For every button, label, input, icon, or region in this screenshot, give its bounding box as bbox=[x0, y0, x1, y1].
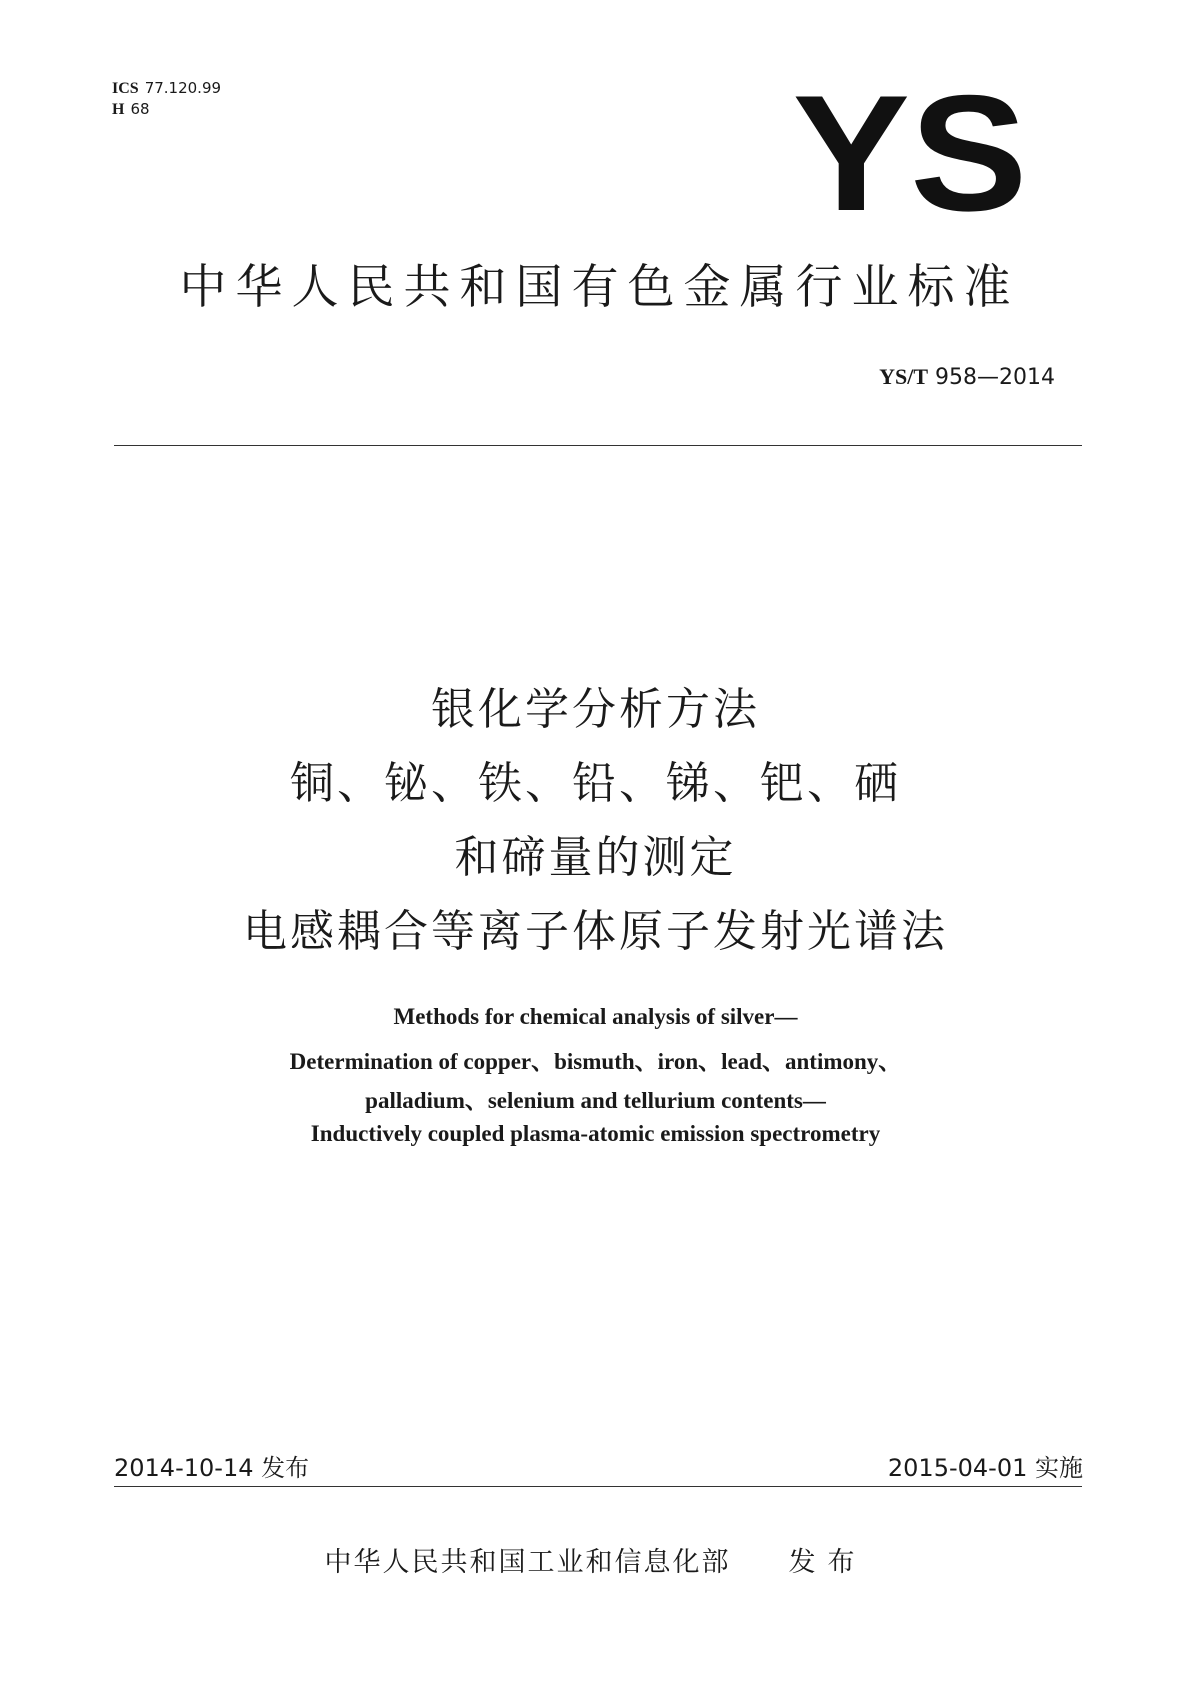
implementation-date: 2015-04-01 实施 bbox=[887, 1454, 1083, 1482]
publisher bbox=[0, 1540, 1191, 1579]
standard-number-prefix: YS/T bbox=[879, 364, 929, 389]
organization-title: 中华人民共和国有色金属行业标准 bbox=[179, 260, 1020, 315]
ics-code: 77.120.99 bbox=[144, 79, 222, 97]
ics-label: ICS bbox=[112, 80, 139, 97]
title-cn-line-4: 电感耦合等离子体原子发射光谱法 bbox=[243, 906, 948, 957]
publisher-name: 中华人民共和国工业和信息化部 bbox=[324, 1547, 731, 1578]
header-divider bbox=[114, 445, 1082, 446]
title-cn-line-3: 和碲量的测定 bbox=[454, 832, 737, 883]
ics-code-line bbox=[112, 78, 221, 99]
title-en-line-2: Determination of copper、bismuth、iron、lead、antimony、 bbox=[289, 1049, 902, 1074]
publisher-action: 发布 bbox=[788, 1547, 867, 1578]
title-cn-line-2: 铜、铋、铁、铅、锑、钯、硒 bbox=[290, 758, 901, 809]
ys-logo-text: YS bbox=[792, 82, 1028, 222]
standard-number-code: 958—2014 bbox=[935, 365, 1055, 390]
title-en-line-3: palladium、selenium and tellurium contents— bbox=[365, 1088, 826, 1113]
classification-code: 68 bbox=[130, 100, 150, 118]
standard-number bbox=[879, 364, 1055, 390]
issue-date: 2014-10-14 发布 bbox=[114, 1454, 310, 1482]
title-en-line-1: Methods for chemical analysis of silver— bbox=[393, 1004, 798, 1029]
footer-divider bbox=[114, 1486, 1082, 1487]
ys-logo bbox=[780, 82, 1040, 222]
classification-line bbox=[112, 99, 150, 120]
classification-label: H bbox=[112, 101, 125, 118]
title-en-line-4: Inductively coupled plasma-atomic emission spectrometry bbox=[310, 1121, 881, 1146]
title-cn-line-1: 银化学分析方法 bbox=[431, 684, 760, 735]
